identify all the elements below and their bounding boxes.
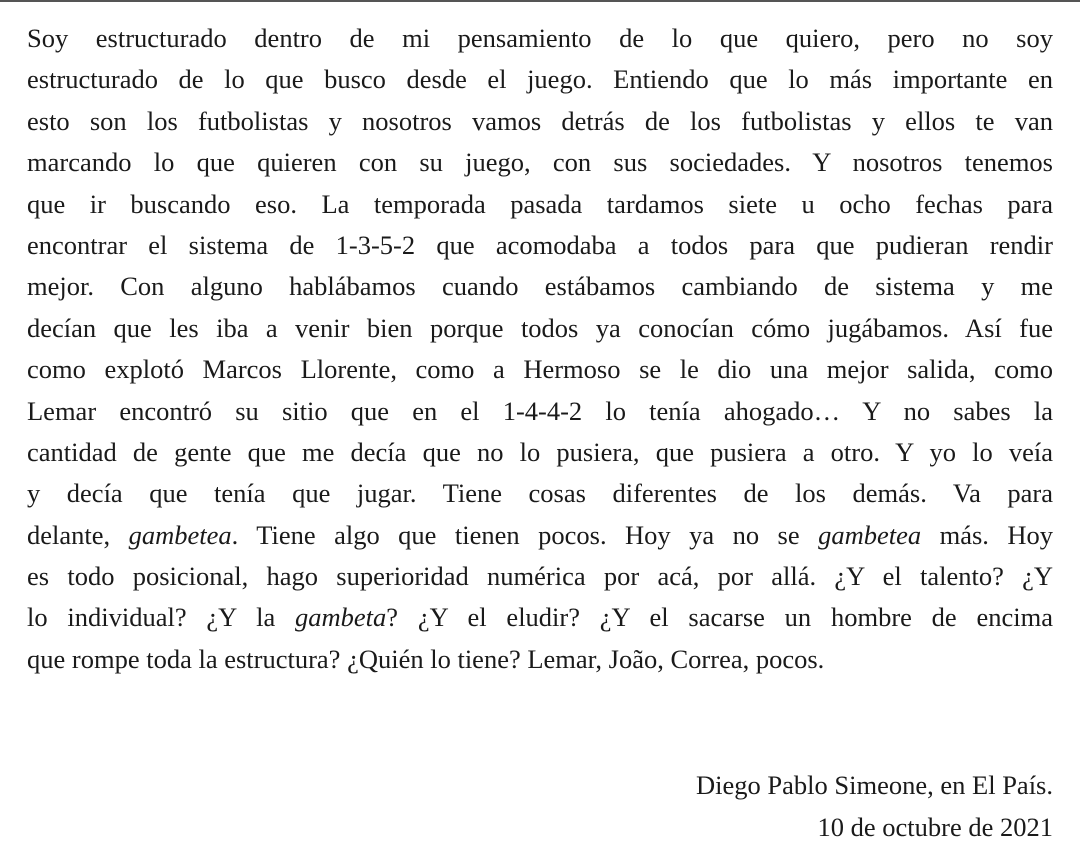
italic-term: gambeta [295,602,387,633]
quote-line [27,308,1053,349]
quote-text: Soy estructurado dentro de mi pensamiento de lo que quiero, pero no soy [27,23,1053,53]
quote-text: mejor. Con alguno hablábamos cuando estábamos cambiando de sistema y me [27,271,1053,302]
quote-text: lo individual? ¿Y la [27,602,296,633]
italic-term: gambetea [128,519,232,550]
quote-text: más. Hoy [921,519,1053,550]
quote-text: que rompe toda la estructura? ¿Quién lo tiene? Lemar, João, Correa, pocos. [27,643,825,674]
quote-text: que ir buscando eso. La temporada pasada tardamos siete u ocho fechas para [27,188,1053,219]
quote-line [27,225,1053,266]
quote-line [27,184,1053,225]
quote-line [27,59,1053,100]
quote-text: marcando lo que quieren con su juego, con sus sociedades. Y nosotros tenemos [27,147,1053,178]
attribution-source: Diego Pablo Simeone, en El País. [696,770,1053,800]
attribution-date: 10 de octubre de 2021 [817,812,1053,842]
quote-paragraph [27,18,1053,680]
quote-line [27,639,1053,680]
quote-text: decían que les iba a venir bien porque todos ya conocían cómo jugábamos. Así fue [27,312,1053,343]
attribution-block [696,764,1053,848]
quote-line [27,101,1053,142]
quote-line [27,556,1053,597]
quote-text: es todo posicional, hago superioridad numérica por acá, por allá. ¿Y el talento? ¿Y [27,561,1053,592]
quote-text: estructurado de lo que busco desde el juego. Entiendo que lo más importante en [27,64,1053,95]
quote-line [27,142,1053,183]
quote-line [27,391,1053,432]
quote-text: Lemar encontró su sitio que en el 1-4-4-2 lo tenía ahogado… Y no sabes la [27,395,1053,426]
quote-text: esto son los futbolistas y nosotros vamos detrás de los futbolistas y ellos te van [27,105,1053,136]
quote-text: como explotó Marcos Llorente, como a Hermoso se le dio una mejor salida, como [27,354,1053,385]
quote-text: . Tiene algo que tienen pocos. Hoy ya no se [231,519,819,550]
quote-text: encontrar el sistema de 1-3-5-2 que acomodaba a todos para que pudieran rendir [27,229,1053,260]
quote-line [27,432,1053,473]
quote-line [27,515,1053,556]
quote-text: y decía que tenía que jugar. Tiene cosas diferentes de los demás. Va para [27,478,1053,509]
quote-line [27,18,1053,59]
quote-text: cantidad de gente que me decía que no lo pusiera, que pusiera a otro. Y yo lo veía [27,436,1053,467]
quote-line [27,597,1053,638]
top-border-line [0,0,1080,2]
quote-text: delante, [27,519,129,550]
quote-line [27,349,1053,390]
quote-line [27,473,1053,514]
quote-text: ? ¿Y el eludir? ¿Y el sacarse un hombre de encima [386,602,1053,633]
italic-term: gambetea [818,519,922,550]
quote-line [27,266,1053,307]
